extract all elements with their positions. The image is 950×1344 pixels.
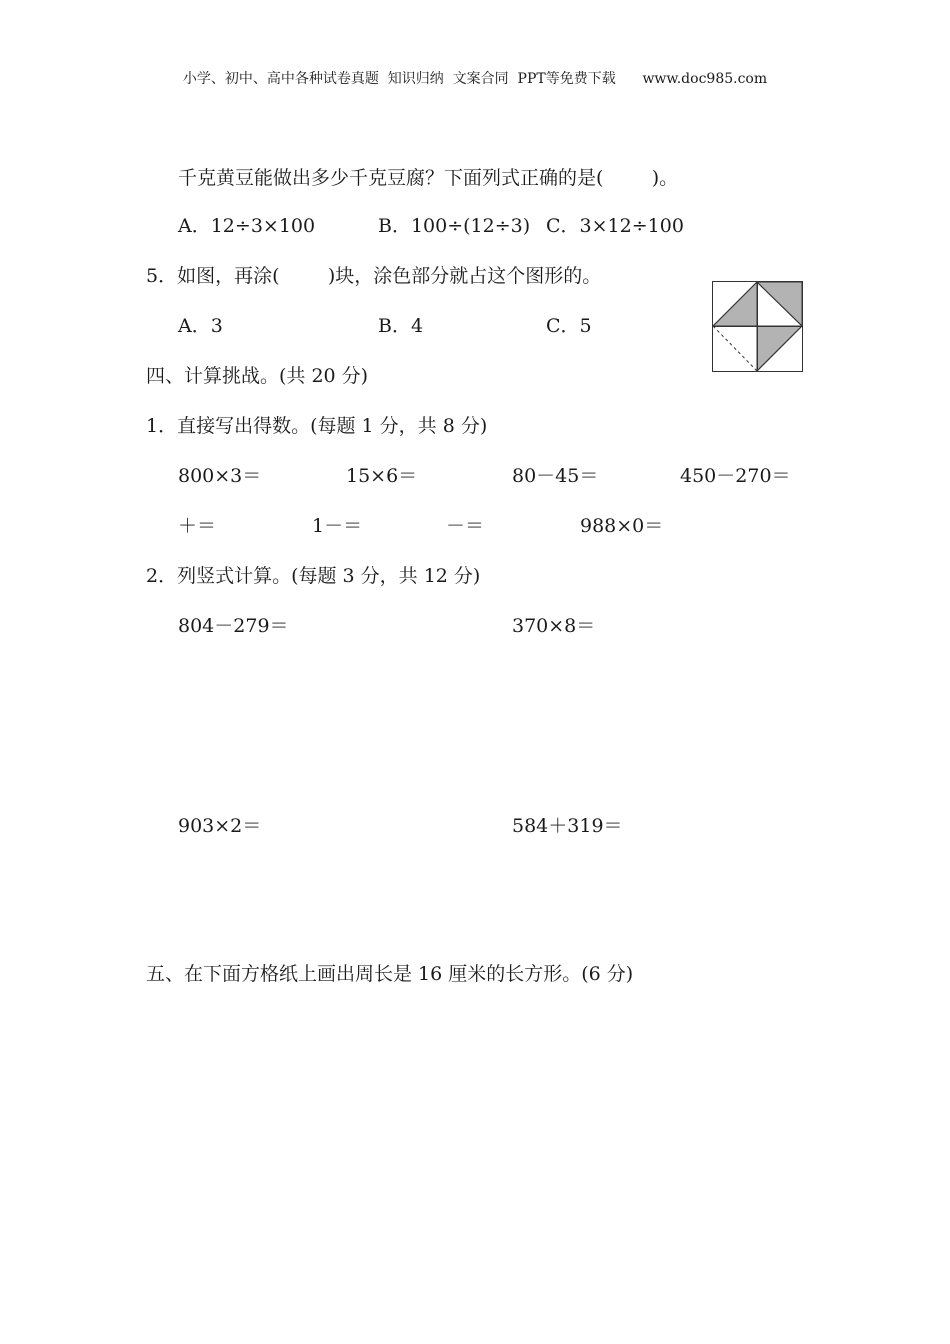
diamond-edge-bl-dashed bbox=[713, 326, 757, 371]
mental-calc-7: －＝ bbox=[446, 515, 485, 537]
q4-option-c: C．3×12÷100 bbox=[546, 215, 684, 237]
q5-question: 5．如图，再涂( )块，涂色部分就占这个图形的。 bbox=[146, 265, 602, 287]
mental-calc-5: ＋＝ bbox=[178, 515, 217, 537]
q5-option-c: C．5 bbox=[546, 315, 592, 337]
q5-option-b: B．4 bbox=[378, 315, 424, 337]
vertical-calc-2: 370×8＝ bbox=[512, 615, 596, 637]
mental-calc-1: 800×3＝ bbox=[178, 465, 262, 487]
page-header: 小学、初中、高中各种试卷真题 知识归纳 文案合同 PPT等免费下载 www.doc985.com bbox=[182, 71, 768, 87]
vertical-calc-1: 804－279＝ bbox=[178, 615, 289, 637]
q5-square-figure bbox=[712, 281, 803, 372]
section4-part2-title: 2．列竖式计算。(每题 3 分，共 12 分) bbox=[146, 565, 481, 587]
section4-title: 四、计算挑战。(共 20 分) bbox=[146, 365, 369, 387]
q4-option-a: A．12÷3×100 bbox=[178, 215, 316, 237]
mental-calc-6: 1－＝ bbox=[312, 515, 363, 537]
mental-calc-2: 15×6＝ bbox=[346, 465, 418, 487]
vertical-calc-4: 584＋319＝ bbox=[512, 815, 623, 837]
section5-title: 五、在下面方格纸上画出周长是 16 厘米的长方形。(6 分) bbox=[146, 963, 634, 985]
section4-part1-title: 1．直接写出得数。(每题 1 分，共 8 分) bbox=[146, 415, 488, 437]
mental-calc-8: 988×0＝ bbox=[580, 515, 664, 537]
vertical-calc-3: 903×2＝ bbox=[178, 815, 262, 837]
q4-continuation: 千克黄豆能做出多少千克豆腐？下面列式正确的是( )。 bbox=[178, 167, 679, 189]
mental-calc-3: 80－45＝ bbox=[512, 465, 599, 487]
q5-option-a: A．3 bbox=[178, 315, 223, 337]
q4-option-b: B．100÷(12÷3) bbox=[378, 215, 531, 237]
mental-calc-4: 450－270＝ bbox=[680, 465, 791, 487]
